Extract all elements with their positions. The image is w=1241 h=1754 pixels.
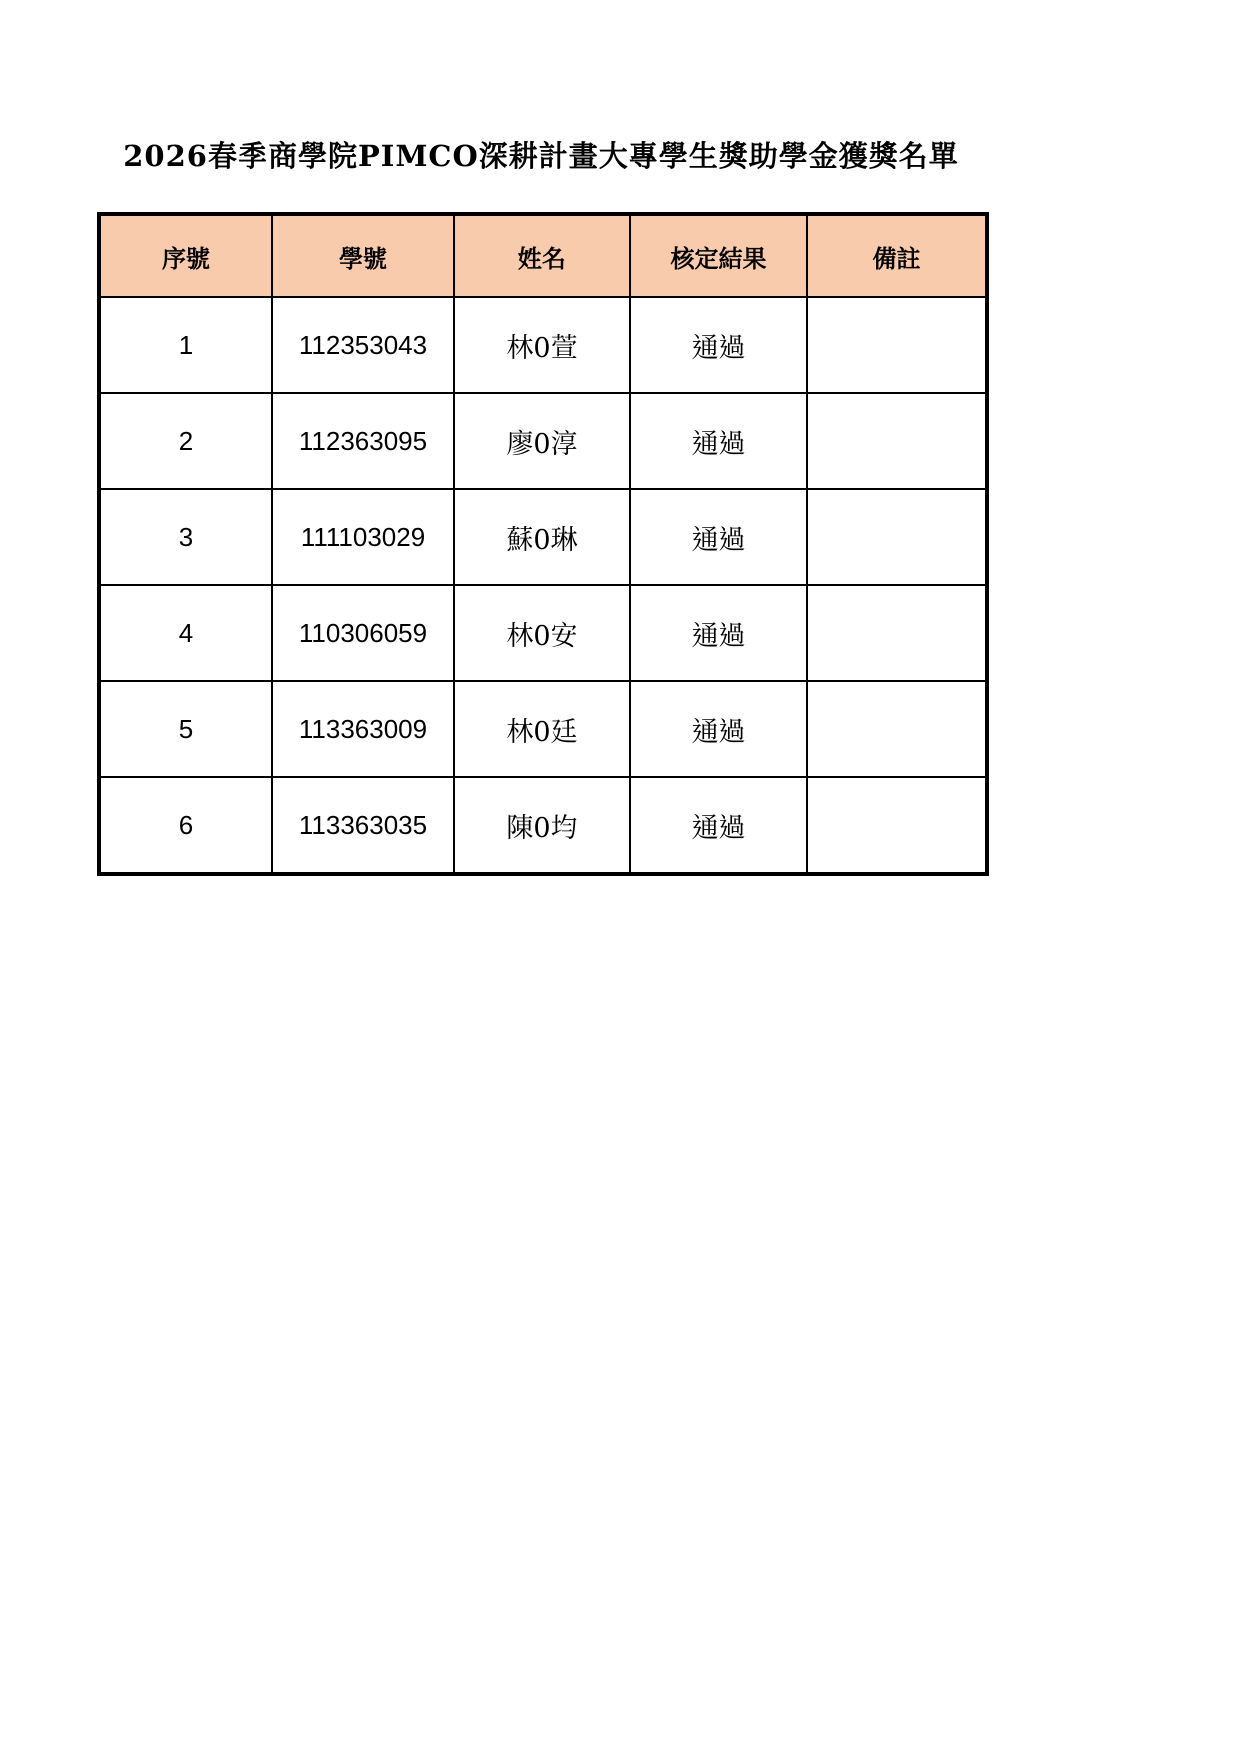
table-row [99, 681, 987, 777]
cell-approval-result: 通過 [630, 489, 807, 585]
cell-name: 林0安 [454, 585, 630, 681]
cell-remarks [807, 681, 987, 777]
cell-name: 蘇0琳 [454, 489, 630, 585]
cell-serial-number: 5 [99, 681, 272, 777]
cell-remarks [807, 585, 987, 681]
cell-student-id: 113363009 [272, 681, 454, 777]
cell-approval-result: 通過 [630, 297, 807, 393]
table-row [99, 393, 987, 489]
cell-remarks [807, 489, 987, 585]
cell-remarks [807, 393, 987, 489]
column-header-student-id: 學號 [272, 214, 454, 297]
cell-student-id: 113363035 [272, 777, 454, 874]
cell-student-id: 112353043 [272, 297, 454, 393]
table-row [99, 777, 987, 874]
table-header-row [99, 214, 987, 297]
column-header-approval-result: 核定結果 [630, 214, 807, 297]
cell-approval-result: 通過 [630, 585, 807, 681]
table-row [99, 489, 987, 585]
cell-serial-number: 4 [99, 585, 272, 681]
cell-serial-number: 1 [99, 297, 272, 393]
page-title: 2026春季商學院PIMCO深耕計畫大專學生獎助學金獲獎名單 [123, 139, 959, 173]
cell-remarks [807, 297, 987, 393]
cell-student-id: 112363095 [272, 393, 454, 489]
cell-student-id: 111103029 [272, 489, 454, 585]
column-header-serial-number: 序號 [99, 214, 272, 297]
cell-name: 林0廷 [454, 681, 630, 777]
cell-approval-result: 通過 [630, 681, 807, 777]
cell-name: 廖0淳 [454, 393, 630, 489]
cell-remarks [807, 777, 987, 874]
cell-serial-number: 6 [99, 777, 272, 874]
column-header-name: 姓名 [454, 214, 630, 297]
cell-serial-number: 3 [99, 489, 272, 585]
cell-name: 陳0均 [454, 777, 630, 874]
cell-approval-result: 通過 [630, 393, 807, 489]
cell-approval-result: 通過 [630, 777, 807, 874]
cell-name: 林0萱 [454, 297, 630, 393]
award-results-table [97, 212, 989, 876]
column-header-remarks: 備註 [807, 214, 987, 297]
table-row [99, 585, 987, 681]
table-row [99, 297, 987, 393]
cell-serial-number: 2 [99, 393, 272, 489]
cell-student-id: 110306059 [272, 585, 454, 681]
